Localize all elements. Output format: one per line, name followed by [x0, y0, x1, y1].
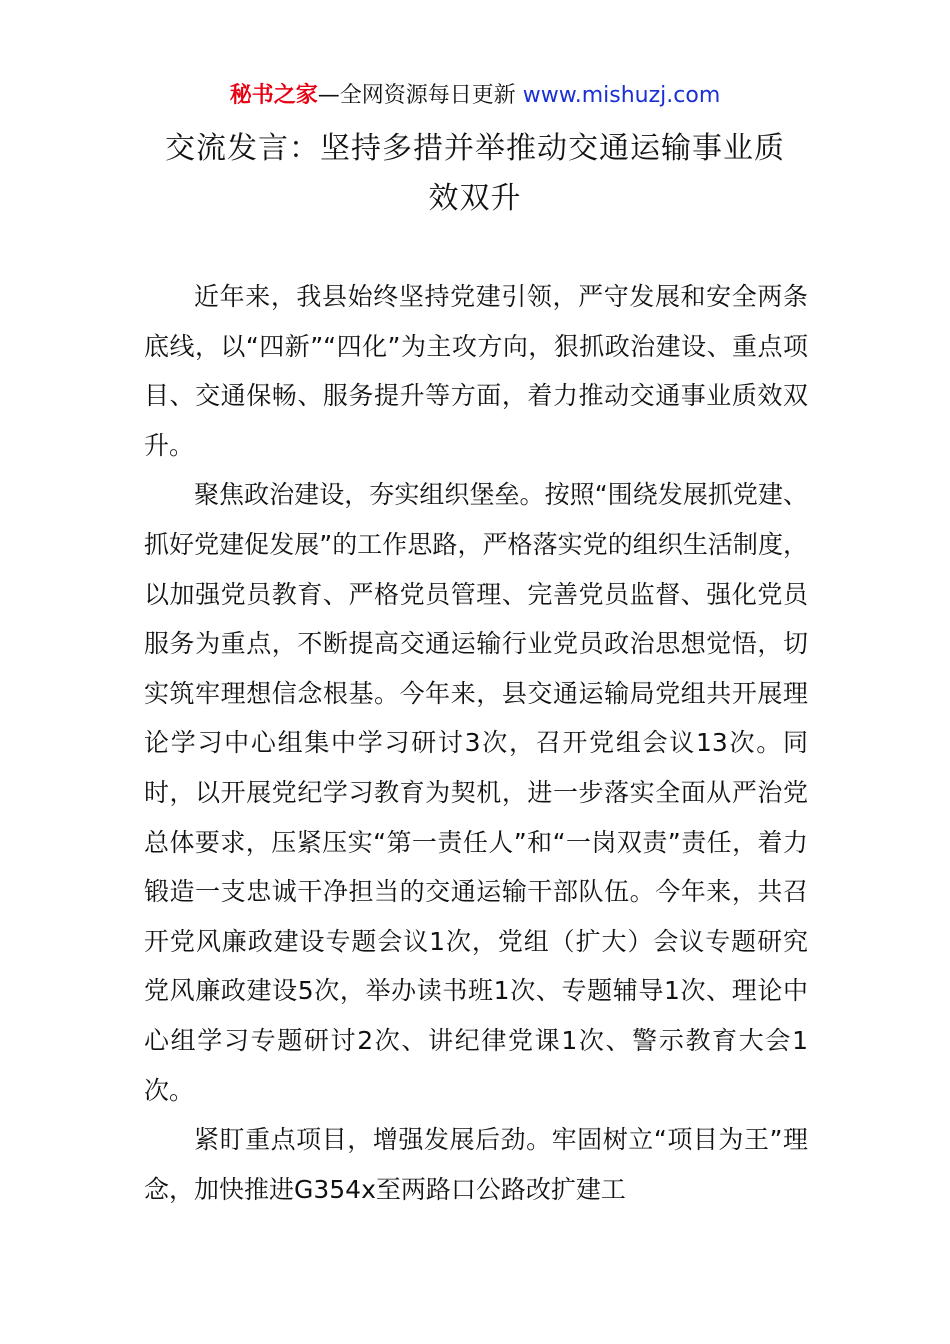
paragraph-political-building: 聚焦政治建设，夯实组织堡垒。按照“围绕发展抓党建、抓好党建促发展”的工作思路，严格落实党的组织生活制度，以加强党员教育、严格党员管理、完善党员监督、强化党员服务为重点，不断提高交通运输行业党员政治思想觉悟，切实筑牢理想信念根基。今年来，县交通运输局党组共开展理论学习中心组集中学习研讨3次，召开党组会议13次。同时，以开展党纪学习教育为契机，进一步落实全面从严治党总体要求，压紧压实“第一责任人”和“一岗双责”责任，着力锻造一支忠诚干净担当的交通运输干部队伍。今年来，共召开党风廉政建设专题会议1次，党组（扩大）会议专题研究党风廉政建设5次，举办读书班1次、专题辅导1次、理论中心组学习专题研讨2次、讲纪律党课1次、警示教育大会1次。 — [144, 480, 808, 1105]
document-title — [130, 124, 820, 224]
site-header — [0, 80, 950, 112]
site-brand: 秘书之家 — [229, 83, 318, 108]
document-body — [144, 272, 808, 1214]
site-url-link[interactable]: www.mishuzj.com — [522, 83, 721, 108]
paragraph-intro: 近年来，我县始终坚持党建引领，严守发展和安全两条底线，以“四新”“四化”为主攻方向，狠抓政治建设、重点项目、交通保畅、服务提升等方面，着力推动交通事业质效双升。 — [144, 282, 808, 460]
paragraph-key-projects: 紧盯重点项目，增强发展后劲。牢固树立“项目为王”理念，加快推进G354x至两路口公路改扩建工 — [144, 1125, 808, 1204]
document-title-line-2: 效双升 — [428, 181, 522, 216]
document-title-line-1: 交流发言：坚持多措并举推动交通运输事业质 — [165, 131, 785, 166]
site-tagline: —全网资源每日更新 — [317, 83, 523, 108]
